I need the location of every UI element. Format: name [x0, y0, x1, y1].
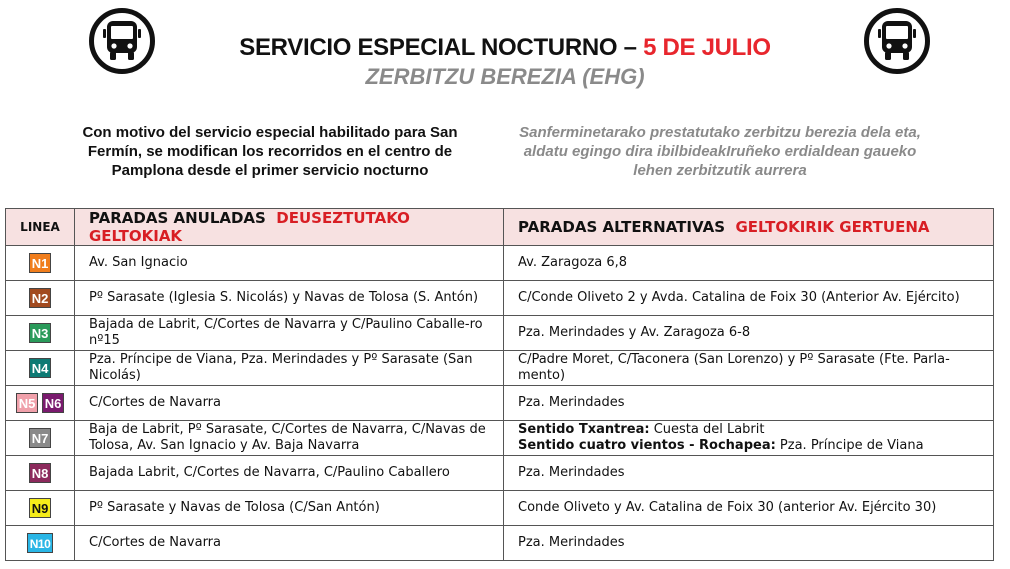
table-row: [6, 526, 994, 561]
alternative-stop-line: [518, 290, 979, 306]
alternative-stops-cell: [504, 281, 994, 316]
table-row: [6, 246, 994, 281]
direction-label: Sentido cuatro vientos - Rochapea:: [518, 438, 776, 453]
line-cell: [6, 526, 75, 561]
alternative-stop-text: Pza. Merindades: [518, 395, 625, 410]
cancelled-stops-cell: Bajada de Labrit, C/Cortes de Navarra y C/Paulino Caballe-ro nº15: [75, 316, 504, 351]
alternative-stop-line: [518, 500, 979, 516]
cancelled-stops-cell: Baja de Labrit, Pº Sarasate, C/Cortes de Navarra, C/Navas de Tolosa, Av. San Ignacio y Av. Baja Navarra: [75, 421, 504, 456]
line-badge: N1: [29, 253, 51, 273]
line-cell: [6, 246, 75, 281]
alternative-stop-text: Pza. Merindades y Av. Zaragoza 6-8: [518, 325, 751, 340]
header-alternativas: [504, 209, 994, 246]
alternative-stops-cell: [504, 421, 994, 456]
alternative-stop-text: Pza. Merindades: [518, 465, 625, 480]
alternative-stop-line: [518, 438, 979, 454]
alternative-stop-line: [518, 352, 979, 384]
header-linea: LINEA: [6, 209, 75, 246]
title-main: SERVICIO ESPECIAL NOCTURNO –: [239, 34, 644, 61]
alternative-stop-text: C/Conde Oliveto 2 y Avda. Catalina de Foix 30 (Anterior Av. Ejército): [518, 290, 960, 305]
page-title: [0, 34, 1010, 62]
line-badge: N10: [27, 533, 53, 553]
alternative-stops-cell: [504, 386, 994, 421]
table-row: [6, 316, 994, 351]
cancelled-stops-cell: Av. San Ignacio: [75, 246, 504, 281]
intro-text-es: Con motivo del servicio especial habilitado para San Fermín, se modifican los recorridos en el centro de Pamplona desde el primer servicio nocturno: [82, 124, 458, 179]
table-row: [6, 281, 994, 316]
alternative-stops-cell: [504, 316, 994, 351]
cancelled-stops-cell: C/Cortes de Navarra: [75, 526, 504, 561]
cancelled-stops-cell: Pº Sarasate y Navas de Tolosa (C/San Antón): [75, 491, 504, 526]
line-cell: [6, 316, 75, 351]
line-badge: N5: [16, 393, 38, 413]
line-cell: [6, 351, 75, 386]
alternative-stop-line: [518, 395, 979, 411]
line-badge: N9: [29, 498, 51, 518]
direction-label: Sentido Txantrea:: [518, 422, 650, 437]
alternative-stops-cell: [504, 456, 994, 491]
table-row: [6, 456, 994, 491]
alternative-stop-line: [518, 422, 979, 438]
line-badge: N4: [29, 358, 51, 378]
alternative-stops-cell: [504, 246, 994, 281]
line-cell: [6, 386, 75, 421]
line-badge: N6: [42, 393, 64, 413]
alternative-stop-text: Av. Zaragoza 6,8: [518, 255, 628, 270]
header-anuladas-eu: DEUSEZTUTAKO GELTOKIAK: [89, 209, 410, 245]
line-badge: N8: [29, 463, 51, 483]
alternative-stop-line: [518, 465, 979, 481]
intro-text-eu: Sanferminetarako prestatutako zerbitzu berezia dela eta, aldatu egingo dira ibilbideakIruñeko erdialdean gaueko lehen zerbitzutik aurrera: [519, 124, 921, 179]
line-badge: N3: [29, 323, 51, 343]
line-cell: [6, 281, 75, 316]
line-cell: [6, 491, 75, 526]
alternative-stop-line: [518, 325, 979, 341]
header-alternativas-eu: GELTOKIRIK GERTUENA: [735, 218, 930, 236]
table-row: [6, 421, 994, 456]
cancelled-stops-cell: C/Cortes de Navarra: [75, 386, 504, 421]
alternative-stop-line: [518, 255, 979, 271]
header-anuladas-es: PARADAS ANULADAS: [89, 209, 266, 227]
page-subtitle: ZERBITZU BEREZIA (EHG): [365, 64, 645, 89]
table-row: [6, 351, 994, 386]
alternative-stop-text: Pza. Príncipe de Viana: [775, 438, 924, 453]
alternative-stop-line: [518, 535, 979, 551]
cancelled-stops-cell: Pº Sarasate (Iglesia S. Nicolás) y Navas de Tolosa (S. Antón): [75, 281, 504, 316]
table-header-row: [6, 209, 994, 246]
table-row: [6, 386, 994, 421]
alternative-stops-cell: [504, 526, 994, 561]
header-alternativas-es: PARADAS ALTERNATIVAS: [518, 218, 725, 236]
line-badge: N2: [29, 288, 51, 308]
alternative-stop-text: Conde Oliveto y Av. Catalina de Foix 30 (anterior Av. Ejército 30): [518, 500, 937, 515]
header-anuladas: [75, 209, 504, 246]
alternative-stop-text: C/Padre Moret, C/Taconera (San Lorenzo) y Pº Sarasate (Fte. Parla-mento): [518, 352, 950, 383]
cancelled-stops-cell: Pza. Príncipe de Viana, Pza. Merindades y Pº Sarasate (San Nicolás): [75, 351, 504, 386]
cancelled-stops-cell: Bajada Labrit, C/Cortes de Navarra, C/Paulino Caballero: [75, 456, 504, 491]
alternative-stop-text: Pza. Merindades: [518, 535, 625, 550]
alternative-stops-cell: [504, 351, 994, 386]
line-cell: [6, 421, 75, 456]
title-date: 5 DE JULIO: [643, 34, 771, 61]
alternative-stops-cell: [504, 491, 994, 526]
alternative-stop-text: Cuesta del Labrit: [649, 422, 765, 437]
table-row: [6, 491, 994, 526]
line-cell: [6, 456, 75, 491]
line-badge: N7: [29, 428, 51, 448]
stops-table: [5, 208, 994, 561]
